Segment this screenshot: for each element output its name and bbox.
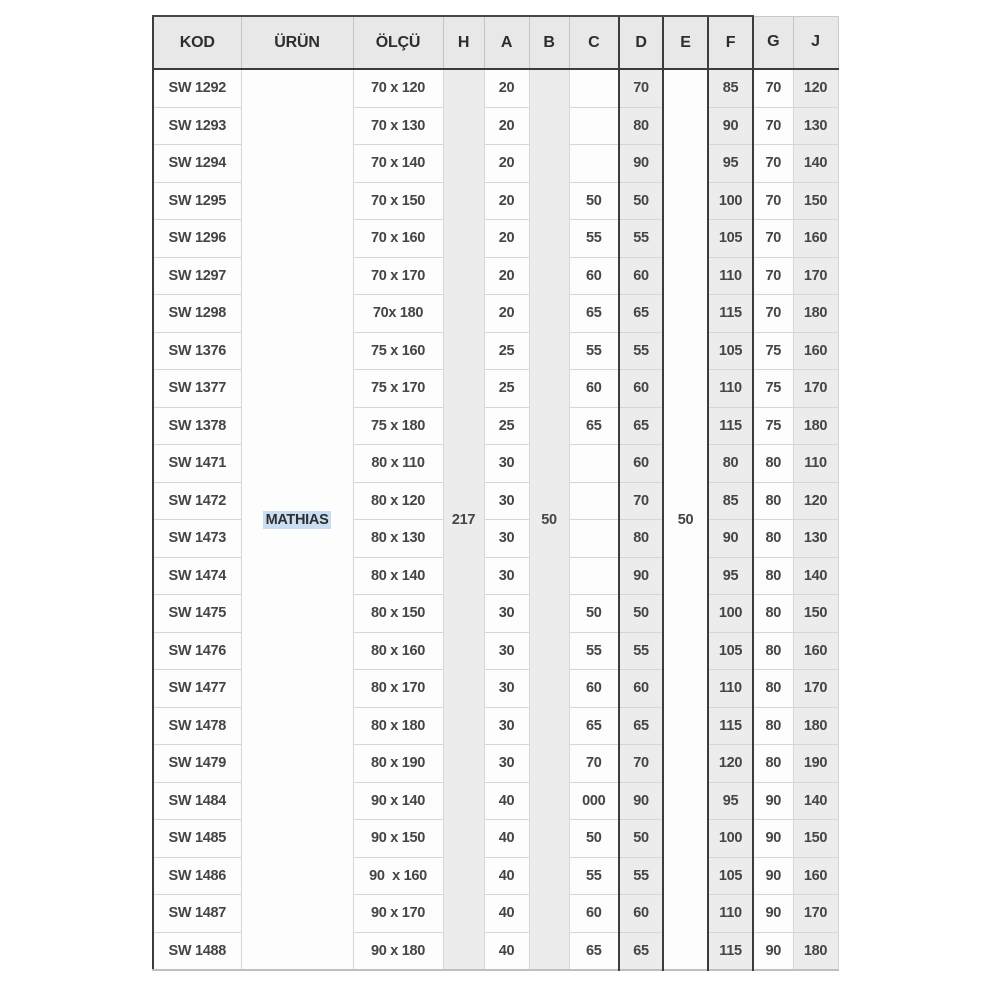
g-cell: 75 xyxy=(753,407,793,445)
kod-cell: SW 1484 xyxy=(153,782,241,820)
kod-cell: SW 1296 xyxy=(153,220,241,258)
g-cell: 75 xyxy=(753,370,793,408)
a-cell: 20 xyxy=(484,182,529,220)
f-cell: 85 xyxy=(708,69,753,107)
g-cell: 70 xyxy=(753,220,793,258)
kod-cell: SW 1476 xyxy=(153,632,241,670)
d-cell: 65 xyxy=(619,932,663,970)
col-header-d: D xyxy=(619,16,663,69)
f-cell: 110 xyxy=(708,670,753,708)
c-cell: 65 xyxy=(569,407,619,445)
a-cell: 20 xyxy=(484,145,529,183)
f-cell: 120 xyxy=(708,745,753,783)
d-cell: 60 xyxy=(619,370,663,408)
olcu-cell: 90 x 180 xyxy=(353,932,443,970)
kod-cell: SW 1292 xyxy=(153,69,241,107)
g-cell: 80 xyxy=(753,557,793,595)
c-cell xyxy=(569,445,619,483)
c-cell xyxy=(569,145,619,183)
j-cell: 180 xyxy=(793,407,838,445)
kod-cell: SW 1295 xyxy=(153,182,241,220)
e-merged-cell: 50 xyxy=(663,69,708,970)
j-cell: 150 xyxy=(793,595,838,633)
olcu-cell: 70 x 140 xyxy=(353,145,443,183)
d-cell: 80 xyxy=(619,107,663,145)
a-cell: 20 xyxy=(484,69,529,107)
a-cell: 40 xyxy=(484,782,529,820)
c-cell: 60 xyxy=(569,370,619,408)
col-header-kod: KOD xyxy=(153,16,241,69)
kod-cell: SW 1487 xyxy=(153,895,241,933)
j-cell: 140 xyxy=(793,782,838,820)
kod-cell: SW 1377 xyxy=(153,370,241,408)
table-body xyxy=(153,69,838,970)
olcu-cell: 80 x 160 xyxy=(353,632,443,670)
a-cell: 30 xyxy=(484,520,529,558)
f-cell: 105 xyxy=(708,220,753,258)
g-cell: 70 xyxy=(753,295,793,333)
g-cell: 80 xyxy=(753,707,793,745)
g-cell: 90 xyxy=(753,820,793,858)
f-cell: 105 xyxy=(708,857,753,895)
c-cell xyxy=(569,107,619,145)
kod-cell: SW 1378 xyxy=(153,407,241,445)
olcu-cell: 90 x 170 xyxy=(353,895,443,933)
d-cell: 60 xyxy=(619,257,663,295)
a-cell: 20 xyxy=(484,295,529,333)
kod-cell: SW 1485 xyxy=(153,820,241,858)
f-cell: 115 xyxy=(708,707,753,745)
c-cell: 55 xyxy=(569,632,619,670)
j-cell: 170 xyxy=(793,370,838,408)
c-cell: 65 xyxy=(569,932,619,970)
g-cell: 75 xyxy=(753,332,793,370)
a-cell: 20 xyxy=(484,220,529,258)
c-cell: 60 xyxy=(569,895,619,933)
kod-cell: SW 1376 xyxy=(153,332,241,370)
a-cell: 30 xyxy=(484,670,529,708)
olcu-cell: 80 x 150 xyxy=(353,595,443,633)
j-cell: 120 xyxy=(793,482,838,520)
a-cell: 30 xyxy=(484,557,529,595)
olcu-cell: 90 x 150 xyxy=(353,820,443,858)
c-cell: 60 xyxy=(569,257,619,295)
c-cell xyxy=(569,557,619,595)
col-header-e: E xyxy=(663,16,708,69)
olcu-cell: 70 x 150 xyxy=(353,182,443,220)
j-cell: 170 xyxy=(793,670,838,708)
a-cell: 30 xyxy=(484,445,529,483)
d-cell: 55 xyxy=(619,857,663,895)
olcu-cell: 80 x 130 xyxy=(353,520,443,558)
olcu-cell: 70 x 160 xyxy=(353,220,443,258)
col-header-a: A xyxy=(484,16,529,69)
f-cell: 110 xyxy=(708,257,753,295)
col-header-h: H xyxy=(443,16,484,69)
col-header-j: J xyxy=(793,16,838,69)
olcu-cell: 80 x 140 xyxy=(353,557,443,595)
c-cell: 55 xyxy=(569,332,619,370)
d-cell: 50 xyxy=(619,595,663,633)
col-header-g: G xyxy=(753,16,793,69)
col-header-b: B xyxy=(529,16,569,69)
g-cell: 70 xyxy=(753,107,793,145)
j-cell: 130 xyxy=(793,520,838,558)
c-cell xyxy=(569,482,619,520)
table-row xyxy=(153,69,838,107)
g-cell: 80 xyxy=(753,445,793,483)
kod-cell: SW 1488 xyxy=(153,932,241,970)
j-cell: 120 xyxy=(793,69,838,107)
d-cell: 60 xyxy=(619,445,663,483)
g-cell: 90 xyxy=(753,782,793,820)
urun-value: MATHIAS xyxy=(263,511,332,529)
d-cell: 50 xyxy=(619,820,663,858)
a-cell: 40 xyxy=(484,857,529,895)
j-cell: 140 xyxy=(793,557,838,595)
c-cell: 65 xyxy=(569,707,619,745)
kod-cell: SW 1298 xyxy=(153,295,241,333)
c-cell: 60 xyxy=(569,670,619,708)
f-cell: 90 xyxy=(708,520,753,558)
kod-cell: SW 1477 xyxy=(153,670,241,708)
d-cell: 90 xyxy=(619,145,663,183)
a-cell: 30 xyxy=(484,745,529,783)
d-cell: 70 xyxy=(619,69,663,107)
g-cell: 90 xyxy=(753,932,793,970)
f-cell: 100 xyxy=(708,820,753,858)
a-cell: 40 xyxy=(484,932,529,970)
c-cell: 65 xyxy=(569,295,619,333)
f-cell: 95 xyxy=(708,557,753,595)
kod-cell: SW 1294 xyxy=(153,145,241,183)
j-cell: 180 xyxy=(793,707,838,745)
g-cell: 90 xyxy=(753,857,793,895)
g-cell: 70 xyxy=(753,69,793,107)
f-cell: 115 xyxy=(708,407,753,445)
olcu-cell: 70x 180 xyxy=(353,295,443,333)
f-cell: 105 xyxy=(708,632,753,670)
olcu-cell: 70 x 130 xyxy=(353,107,443,145)
urun-merged-cell xyxy=(241,69,353,970)
g-cell: 80 xyxy=(753,745,793,783)
kod-cell: SW 1479 xyxy=(153,745,241,783)
d-cell: 55 xyxy=(619,632,663,670)
f-cell: 110 xyxy=(708,370,753,408)
olcu-cell: 80 x 120 xyxy=(353,482,443,520)
d-cell: 50 xyxy=(619,182,663,220)
f-cell: 85 xyxy=(708,482,753,520)
j-cell: 140 xyxy=(793,145,838,183)
f-cell: 105 xyxy=(708,332,753,370)
d-cell: 65 xyxy=(619,295,663,333)
j-cell: 180 xyxy=(793,932,838,970)
a-cell: 20 xyxy=(484,257,529,295)
olcu-cell: 70 x 120 xyxy=(353,69,443,107)
c-cell: 50 xyxy=(569,595,619,633)
g-cell: 80 xyxy=(753,670,793,708)
c-cell xyxy=(569,69,619,107)
f-cell: 115 xyxy=(708,932,753,970)
kod-cell: SW 1473 xyxy=(153,520,241,558)
col-header-urun: ÜRÜN xyxy=(241,16,353,69)
olcu-cell: 80 x 180 xyxy=(353,707,443,745)
a-cell: 25 xyxy=(484,407,529,445)
c-cell: 50 xyxy=(569,820,619,858)
f-cell: 80 xyxy=(708,445,753,483)
a-cell: 20 xyxy=(484,107,529,145)
d-cell: 90 xyxy=(619,557,663,595)
j-cell: 170 xyxy=(793,257,838,295)
c-cell: 55 xyxy=(569,857,619,895)
j-cell: 160 xyxy=(793,857,838,895)
c-cell: 50 xyxy=(569,182,619,220)
j-cell: 170 xyxy=(793,895,838,933)
olcu-cell: 75 x 160 xyxy=(353,332,443,370)
j-cell: 160 xyxy=(793,632,838,670)
j-cell: 160 xyxy=(793,332,838,370)
olcu-cell: 90 x 140 xyxy=(353,782,443,820)
j-cell: 130 xyxy=(793,107,838,145)
kod-cell: SW 1475 xyxy=(153,595,241,633)
d-cell: 80 xyxy=(619,520,663,558)
j-cell: 190 xyxy=(793,745,838,783)
header-row xyxy=(153,16,838,69)
kod-cell: SW 1471 xyxy=(153,445,241,483)
g-cell: 80 xyxy=(753,595,793,633)
c-cell: 70 xyxy=(569,745,619,783)
product-size-table xyxy=(152,15,839,971)
d-cell: 55 xyxy=(619,220,663,258)
j-cell: 150 xyxy=(793,820,838,858)
a-cell: 40 xyxy=(484,820,529,858)
g-cell: 70 xyxy=(753,182,793,220)
c-cell: 000 xyxy=(569,782,619,820)
olcu-cell: 75 x 170 xyxy=(353,370,443,408)
a-cell: 30 xyxy=(484,595,529,633)
olcu-cell: 80 x 190 xyxy=(353,745,443,783)
d-cell: 60 xyxy=(619,895,663,933)
c-cell xyxy=(569,520,619,558)
j-cell: 160 xyxy=(793,220,838,258)
j-cell: 150 xyxy=(793,182,838,220)
kod-cell: SW 1474 xyxy=(153,557,241,595)
j-cell: 180 xyxy=(793,295,838,333)
c-cell: 55 xyxy=(569,220,619,258)
kod-cell: SW 1293 xyxy=(153,107,241,145)
f-cell: 95 xyxy=(708,145,753,183)
kod-cell: SW 1297 xyxy=(153,257,241,295)
d-cell: 65 xyxy=(619,707,663,745)
col-header-olcu: ÖLÇÜ xyxy=(353,16,443,69)
olcu-cell: 80 x 170 xyxy=(353,670,443,708)
a-cell: 25 xyxy=(484,332,529,370)
d-cell: 70 xyxy=(619,482,663,520)
col-header-c: C xyxy=(569,16,619,69)
olcu-cell: 70 x 170 xyxy=(353,257,443,295)
b-merged-cell: 50 xyxy=(529,69,569,970)
col-header-f: F xyxy=(708,16,753,69)
d-cell: 55 xyxy=(619,332,663,370)
kod-cell: SW 1486 xyxy=(153,857,241,895)
a-cell: 30 xyxy=(484,482,529,520)
a-cell: 40 xyxy=(484,895,529,933)
d-cell: 70 xyxy=(619,745,663,783)
kod-cell: SW 1478 xyxy=(153,707,241,745)
f-cell: 100 xyxy=(708,182,753,220)
g-cell: 80 xyxy=(753,482,793,520)
h-merged-cell: 217 xyxy=(443,69,484,970)
f-cell: 95 xyxy=(708,782,753,820)
olcu-cell: 80 x 110 xyxy=(353,445,443,483)
f-cell: 90 xyxy=(708,107,753,145)
product-size-table-wrap xyxy=(152,15,839,971)
d-cell: 60 xyxy=(619,670,663,708)
g-cell: 80 xyxy=(753,520,793,558)
f-cell: 110 xyxy=(708,895,753,933)
kod-cell: SW 1472 xyxy=(153,482,241,520)
f-cell: 100 xyxy=(708,595,753,633)
olcu-cell: 90 x 160 xyxy=(353,857,443,895)
g-cell: 80 xyxy=(753,632,793,670)
j-cell: 110 xyxy=(793,445,838,483)
g-cell: 90 xyxy=(753,895,793,933)
f-cell: 115 xyxy=(708,295,753,333)
g-cell: 70 xyxy=(753,145,793,183)
d-cell: 90 xyxy=(619,782,663,820)
a-cell: 25 xyxy=(484,370,529,408)
olcu-cell: 75 x 180 xyxy=(353,407,443,445)
a-cell: 30 xyxy=(484,632,529,670)
g-cell: 70 xyxy=(753,257,793,295)
d-cell: 65 xyxy=(619,407,663,445)
a-cell: 30 xyxy=(484,707,529,745)
